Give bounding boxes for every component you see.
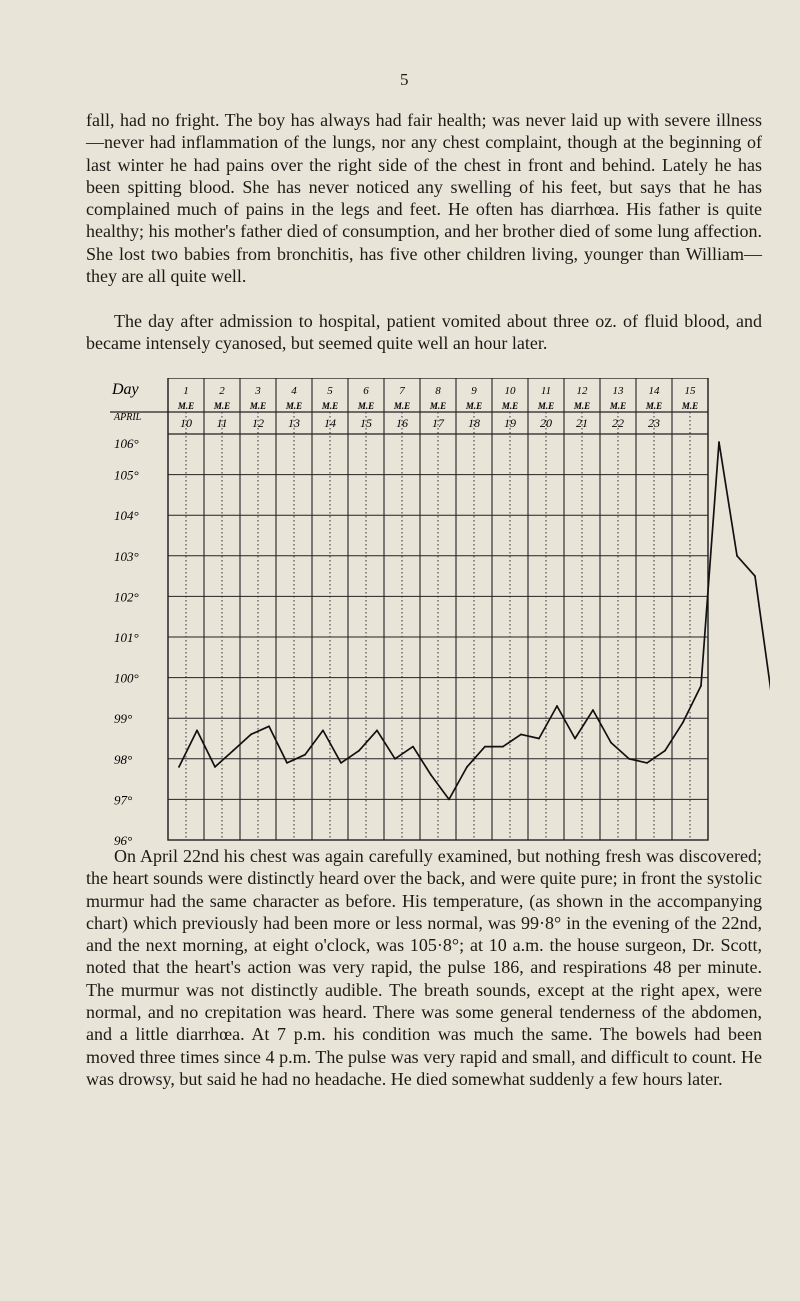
temperature-point (700, 685, 702, 687)
y-tick-label: 98° (114, 751, 133, 767)
temperature-point (448, 799, 450, 801)
day-number: 13 (612, 385, 624, 397)
date-label: 10 (180, 416, 192, 430)
chart-header (177, 385, 698, 430)
y-tick-label: 105° (114, 467, 139, 483)
temperature-point (250, 734, 252, 736)
day-label: Day (112, 381, 139, 398)
y-tick-label: 104° (114, 508, 139, 524)
temperature-point (232, 750, 234, 752)
temperature-point (520, 734, 522, 736)
date-label: 15 (360, 416, 372, 430)
period-label: M.E (321, 401, 339, 411)
day-number: 5 (327, 385, 333, 397)
y-tick-label: 96° (114, 833, 133, 848)
day-number: 12 (576, 385, 588, 397)
period-label: M.E (429, 401, 447, 411)
day-number: 4 (291, 385, 297, 397)
date-label: 18 (468, 416, 480, 430)
day-number: 14 (648, 385, 660, 397)
temperature-point (736, 555, 738, 557)
date-label: 13 (288, 416, 300, 430)
period-label: M.E (177, 401, 195, 411)
date-label: 23 (648, 416, 660, 430)
temperature-point (646, 762, 648, 764)
period-label: M.E (285, 401, 303, 411)
temperature-point (394, 758, 396, 760)
temperature-chart-svg (110, 378, 770, 848)
date-label: 16 (396, 416, 408, 430)
period-label: M.E (465, 401, 483, 411)
y-tick-label: 106° (114, 436, 139, 451)
period-label: M.E (573, 401, 591, 411)
temperature-point (574, 738, 576, 740)
temperature-point (484, 746, 486, 748)
y-tick-label: 102° (114, 589, 139, 605)
temperature-point (628, 758, 630, 760)
temperature-point (196, 729, 198, 731)
day-number: 3 (255, 385, 261, 397)
day-number: 9 (471, 385, 477, 397)
period-label: M.E (645, 401, 663, 411)
temperature-point (214, 766, 216, 768)
temperature-point (556, 705, 558, 707)
temperature-point (502, 746, 504, 748)
y-tick-label: 100° (114, 670, 139, 686)
date-label: 14 (324, 416, 336, 430)
y-tick-label: 101° (114, 630, 139, 645)
day-number: 1 (183, 385, 189, 397)
day-number: 6 (363, 385, 369, 397)
temperature-point (682, 721, 684, 723)
day-number: 2 (219, 385, 225, 397)
date-label: 20 (540, 416, 552, 430)
temperature-point (664, 750, 666, 752)
date-label: 17 (432, 416, 444, 430)
date-label: 19 (504, 416, 516, 430)
day-number: 15 (684, 385, 696, 397)
temperature-point (466, 766, 468, 768)
day-number: 7 (399, 385, 405, 397)
temperature-chart (110, 378, 770, 848)
date-label: 22 (612, 416, 624, 430)
temperature-point (376, 729, 378, 731)
temperature-point (412, 746, 414, 748)
temperature-point (322, 729, 324, 731)
paragraph-history: fall, had no fright. The boy has always had fair health; was never laid up with severe illness—never had inflammation of the lungs, nor any chest complaint, though at the beginning of last winter he had pains over the right side of the chest in front and behind. Lately he has been spitting blood. She has never noticed any swelling of his feet, but says that he has complained much of pains in the legs and feet. He often has diarrhœa. His father is quite healthy; his mother's father died of consumption, and her brother died of some lung affection. She lost two babies from bronchitis, has five other children living, younger than William—they are all quite well. (86, 110, 762, 287)
temperature-point (268, 725, 270, 727)
date-label: 12 (252, 416, 264, 430)
date-label: 21 (576, 416, 588, 430)
month-label: APRIL (114, 412, 142, 423)
period-label: M.E (357, 401, 375, 411)
temperature-point (304, 754, 306, 756)
temperature-point (538, 738, 540, 740)
chart-grid (110, 378, 708, 840)
day-number: 8 (435, 385, 441, 397)
paragraph-admission: The day after admission to hospital, patient vomited about three oz. of fluid blood, and became intensely cyanosed, but seemed quite well an hour later. (86, 311, 762, 354)
temperature-point (430, 774, 432, 776)
period-label: M.E (537, 401, 555, 411)
period-label: M.E (249, 401, 267, 411)
temperature-point (754, 575, 756, 577)
temperature-point (286, 762, 288, 764)
date-label: 11 (216, 416, 228, 430)
day-number: 10 (504, 385, 516, 397)
temperature-point (592, 709, 594, 711)
temperature-point (718, 441, 720, 443)
temperature-point (178, 766, 180, 768)
y-tick-label: 97° (114, 792, 133, 808)
y-tick-label: 103° (114, 548, 139, 564)
page-number: 5 (400, 70, 409, 89)
y-tick-label: 99° (114, 711, 133, 727)
period-label: M.E (681, 401, 699, 411)
day-number: 11 (540, 385, 552, 397)
temperature-point (610, 742, 612, 744)
period-label: M.E (393, 401, 411, 411)
period-label: M.E (213, 401, 231, 411)
paragraph-examination: On April 22nd his chest was again carefully examined, but nothing fresh was discovered; the heart sounds were distinctly heard over the back, and were quite pure; in front the systolic murmur had the same character as before. His temperature, (as shown in the accompanying chart) which previously had been more or less normal, was 99·8° in the evening of the 22nd, and the next morning, at eight o'clock, was 105·8°; at 10 a.m. the house surgeon, Dr. Scott, noted that the heart's action was very rapid, the pulse 186, and respirations 48 per minute. The murmur was not distinctly audible. The breath sounds, except at the right apex, were normal, and no crepitation was heard. There was some general tenderness of the abdomen, and a little diarrhœa. At 7 p.m. his condition was much the same. The bowels had been moved three times since 4 p.m. The pulse was very rapid and small, and difficult to count. He was drowsy, but said he had no headache. He died somewhat suddenly a few hours later. (86, 846, 762, 1089)
period-label: M.E (609, 401, 627, 411)
temperature-point (340, 762, 342, 764)
temperature-point (358, 750, 360, 752)
y-axis (114, 436, 139, 848)
period-label: M.E (501, 401, 519, 411)
